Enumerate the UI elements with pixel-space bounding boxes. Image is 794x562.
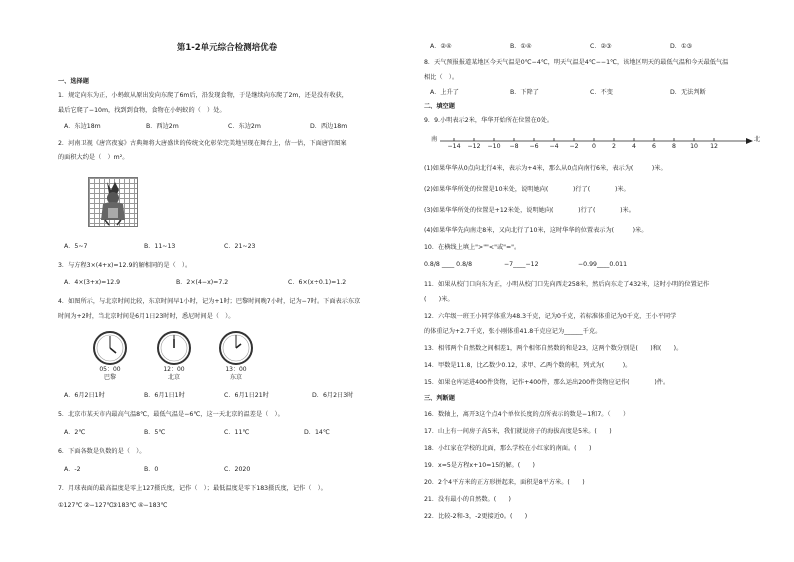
section-choice: 一、选择题 bbox=[58, 78, 89, 85]
q1-option-a: A．东边18m bbox=[64, 123, 101, 130]
q1-line2: 最后它爬了−10m，找到到食物，食物在小蚂蚁的（ ）处。 bbox=[58, 107, 226, 114]
q2-options bbox=[64, 244, 255, 251]
q7-option-2: ②−127℃ bbox=[84, 502, 114, 509]
q1-option-d: D．西边18m bbox=[310, 123, 348, 130]
q3-option-a: A．4×(3+x)=12.9 bbox=[64, 279, 121, 286]
axis-tick-label: 2 bbox=[612, 143, 616, 150]
q9-part4: (4)如果华华先向南走8米，又向北行了10米，这时华华的位置表示为( )米。 bbox=[424, 227, 648, 234]
q3-text: 3．与方程3×(4+x)=12.9的解相同的是（ ）。 bbox=[58, 262, 192, 269]
q1-line1: 1．规定向东为正，小蚂蚁从原出发向东爬了6m后，沿发现食物，于是继续向东爬了2m，还是没有收获， bbox=[58, 92, 348, 99]
axis-tick-label: 6 bbox=[652, 143, 656, 150]
q10-text: 10．在横线上填上">""<"或"="。 bbox=[424, 244, 521, 251]
q6-text: 6．下面各数是负数的是（ ）。 bbox=[58, 448, 146, 455]
clock-tokyo-time: 13：00 bbox=[225, 366, 247, 373]
clock-beijing-icon bbox=[156, 330, 192, 366]
q18-text: 18．小红家在学校的北面，那么学校在小红家的南面。( ) bbox=[424, 445, 592, 452]
q13-text: 13．相邻两个自然数之间相差1，两个相邻自然数的和是23，这两个数分别是( )和( )。 bbox=[424, 345, 683, 352]
q14-text: 14．甲数是11.8，比乙数少0.12，求甲、乙两个数的积，列式为( )。 bbox=[424, 362, 632, 369]
q2-line2: 的面积大约是（ ）m²。 bbox=[58, 154, 129, 161]
q1-options bbox=[64, 124, 347, 131]
q1-option-b: B．西边2m bbox=[146, 123, 179, 130]
axis-tick-label: 12 bbox=[710, 143, 718, 150]
q1-option-c: C．东边2m bbox=[228, 123, 261, 130]
q15-text: 15．如果仓库运进400件货物，记作+400件，那么运出200件货物应记作( )件。 bbox=[424, 379, 670, 386]
clock-tokyo-icon bbox=[218, 330, 254, 366]
axis-south-label: 南 bbox=[431, 136, 438, 143]
clock-beijing-city: 北京 bbox=[167, 374, 180, 381]
q9-part1: (1)如果华华从0点向北行4米，表示为+4米，那么从0点向南行6米，表示为( )米。 bbox=[424, 165, 667, 172]
q8-option-c: C．不变 bbox=[590, 89, 613, 96]
q11-line2: ( )米。 bbox=[424, 296, 454, 303]
clock-beijing-time: 12：00 bbox=[163, 366, 185, 373]
q8-option-b: B．下降了 bbox=[510, 89, 539, 96]
axis-tick-label: −14 bbox=[447, 143, 461, 150]
clock-paris-city: 巴黎 bbox=[103, 374, 116, 381]
q6-option-c: C．2020 bbox=[224, 466, 251, 473]
q19-text: 19．x=5是方程x+10=15的解。( ) bbox=[424, 462, 535, 469]
q5-option-b: B．5℃ bbox=[144, 429, 166, 436]
clock-paris-icon bbox=[92, 330, 128, 366]
q10-item-2: −7____−12 bbox=[504, 261, 539, 268]
q4-option-a: A．6月2日1时 bbox=[64, 392, 105, 399]
q8-options bbox=[430, 90, 706, 97]
q3-options bbox=[64, 280, 346, 287]
q10-item-3: −0.99____0.011 bbox=[578, 261, 628, 268]
q20-text: 20．2个4平方米的正方形拼起来，面积是8平方米。( ) bbox=[424, 479, 585, 486]
page-title: 第1-2单元综合检测培优卷 bbox=[176, 43, 278, 53]
q7-option-1: ①127℃ bbox=[58, 502, 83, 509]
q6-option-b: B．0 bbox=[144, 466, 159, 473]
q11-line1: 11．如果从校门口向东为正，小明从校门口先向西走258米，然后向东走了432米，这时小明的位置记作 bbox=[424, 281, 710, 288]
q7-option-3: ③183℃ bbox=[112, 502, 137, 509]
axis-tick-label: −2 bbox=[569, 143, 579, 150]
q16-text: 16．数轴上，离开3这个点4个单位长度的点所表示的数是−1和7。（ ） bbox=[424, 411, 630, 418]
q6-option-a: A．-2 bbox=[64, 466, 81, 473]
axis-tick-label: 4 bbox=[632, 143, 636, 150]
q3-option-c: C．6×(x÷0.1)=1.2 bbox=[288, 279, 347, 286]
axis-tick-label: 10 bbox=[690, 143, 698, 150]
q9-part2: (2)如果华华所处的位置是10米处，说明她向( )行了( )米。 bbox=[424, 186, 630, 193]
q2-option-c: C．21~23 bbox=[224, 243, 256, 250]
axis-tick-label: 8 bbox=[672, 143, 676, 150]
axis-tick-label: −6 bbox=[529, 143, 539, 150]
q12-line1: 12．六年级一班王小同学体重为48.3千克，记为0千克，若标准体重记为0千克，王小平同学 bbox=[424, 313, 677, 320]
q8-option-a: A．上升了 bbox=[430, 89, 459, 96]
axis-tick-label: 0 bbox=[592, 143, 596, 150]
axis-tick-label: −4 bbox=[549, 143, 559, 150]
axis-north-label: 北 bbox=[754, 136, 761, 143]
q9-part3: (3)如果华华所处的位置是+12米处，说明她向( )行了( )米。 bbox=[424, 207, 635, 214]
q5-text: 5．北京市某天市内最高气温8℃，最低气温是−6℃，这一天北京的温差是（ ）。 bbox=[58, 411, 284, 418]
q7-options bbox=[58, 503, 168, 510]
q5-options bbox=[64, 430, 330, 437]
tang-figure-icon bbox=[93, 180, 133, 226]
q7-answer-d: D．①③ bbox=[670, 43, 693, 50]
q2-option-a: A．5~7 bbox=[64, 243, 88, 250]
axis-tick-label: −12 bbox=[467, 143, 481, 150]
q7-option-4: ④−183℃ bbox=[138, 502, 168, 509]
q3-option-b: B．2×(4−x)=7.2 bbox=[176, 279, 229, 286]
q12-line2: 的体重记为+2.7千克，张小刚体重41.8千克应记为______千克。 bbox=[424, 328, 602, 335]
q22-text: 22．比较-2和-3，-2更接近0。( ) bbox=[424, 513, 528, 520]
q7-text: 7．月球表面的最高温度是零上127摄氏度，记作（ ）；最低温度是零下183摄氏度，记作（ ）。 bbox=[58, 485, 327, 492]
q4-line1: 4．如图所示，与北京时间比较，东京时间早1小时，记为+1时；巴黎时间晚7小时，记为−7时。下面表示东京 bbox=[58, 298, 361, 305]
q10-item-1: 0.8/8 ____ 0.8/8 bbox=[424, 261, 473, 268]
q9-text: 9．9.小明表示2米，华华开始所在位置在0处。 bbox=[424, 117, 554, 124]
q7-answer-b: B．①④ bbox=[510, 43, 532, 50]
q7-answer-c: C．②③ bbox=[590, 43, 612, 50]
q17-text: 17．山上有一间房子高5米，我们就说房子的海拔高度是5米。( ) bbox=[424, 428, 612, 435]
q4-options bbox=[64, 393, 353, 400]
q4-option-b: B．6月1日1时 bbox=[144, 392, 185, 399]
q8-line1: 8．天气预报报道某地区今天气温是0℃−4℃，明天气温是4℃−−1℃，该地区明天的最低气温和今天最低气温 bbox=[424, 59, 729, 66]
q6-options bbox=[64, 467, 250, 474]
clock-tokyo-city: 东京 bbox=[229, 374, 242, 381]
axis-tick-label: −8 bbox=[509, 143, 519, 150]
q5-option-a: A．2℃ bbox=[64, 429, 86, 436]
q2-option-b: B．11~13 bbox=[144, 243, 176, 250]
q2-line1: 2．河南卫视《唐宫夜宴》古典舞将大唐盛世的传统文化彰荣完美地呈现在舞台上，估一估，下面唐宫图案 bbox=[58, 140, 347, 147]
q4-line2: 时间为+2时，当北京时间是6月1日23时时，悉尼时间是（ ）。 bbox=[58, 313, 235, 320]
q4-option-c: C．6月1日21时 bbox=[224, 392, 269, 399]
q21-text: 21．没有最小的自然数。( ) bbox=[424, 496, 511, 503]
section-judge: 三、判断题 bbox=[424, 395, 455, 402]
clock-paris-time: 05：00 bbox=[99, 366, 121, 373]
q5-option-d: D．14℃ bbox=[304, 429, 330, 436]
q4-option-d: D．6月2日3时 bbox=[312, 392, 354, 399]
axis-tick-label: −10 bbox=[487, 143, 501, 150]
q8-option-d: D．无法判断 bbox=[670, 89, 706, 96]
q7-answer-a: A．②④ bbox=[430, 43, 452, 50]
q10-items bbox=[424, 262, 627, 269]
q7-answer-options bbox=[430, 44, 692, 51]
q8-line2: 相比（ ）。 bbox=[424, 74, 459, 81]
q5-option-c: C．11℃ bbox=[224, 429, 250, 436]
section-fill: 二、填空题 bbox=[424, 103, 455, 110]
